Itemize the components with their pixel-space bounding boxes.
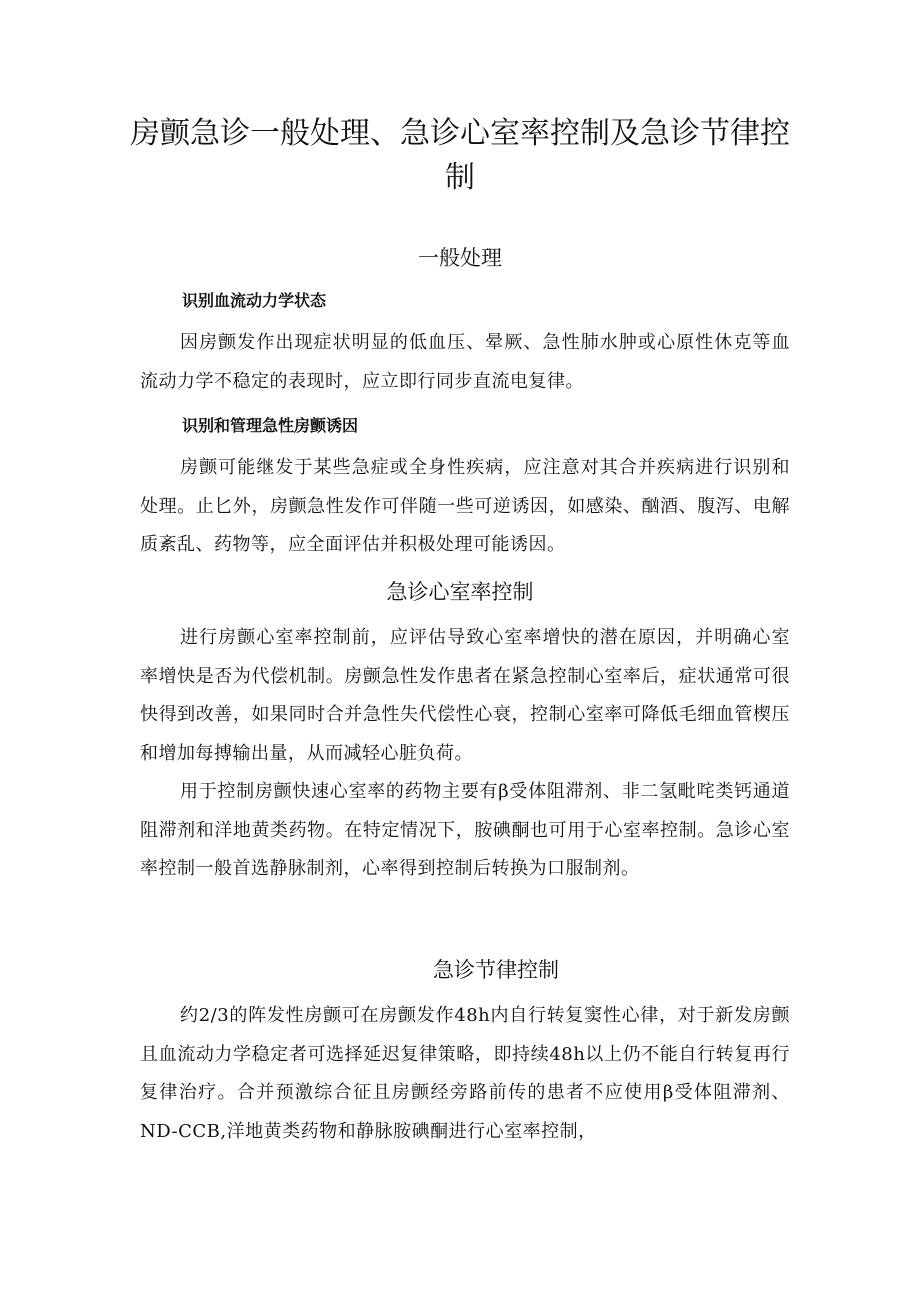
document-title: 房颤急诊一般处理、急诊心室率控制及急诊节律控制 (130, 116, 790, 195)
section-heading-rate-control: 急诊心室率控制 (386, 580, 534, 604)
paragraph-acute-af-triggers: 房颤可能继发于某些急症或全身性疾病，应注意对其合并疾病进行识别和处理。止匕外，房颤急性发作可伴随一些可逆诱因，如感染、酗酒、腹泻、电解质紊乱、药物等，应全面评估并积极处理可能诱因。 (140, 457, 790, 555)
subheading-acute-af-triggers: 识别和管理急性房颤诱因 (182, 416, 359, 435)
paragraph-rate-control-2: 用于控制房颤快速心室率的药物主要有β受体阻滞剂、非二氢毗咤类钙通道阻滞剂和洋地黄类药物。在特定情况下，胺碘酮也可用于心室率控制。急诊心室率控制一般首选静脉制剂，心率得到控制后转换为口服制剂。 (140, 781, 790, 879)
paragraph-rate-control-1: 进行房颤心室率控制前，应评估导致心室率增快的潜在原因，并明确心室率增快是否为代偿机制。房颤急性发作患者在紧急控制心室率后，症状通常可很快得到改善，如果同时合并急性失代偿性心衰，控制心室率可降低毛细血管楔压和增加每搏输出量，从而减轻心脏负荷。 (140, 627, 790, 764)
section-heading-general-management: 一般处理 (418, 246, 502, 270)
section-heading-rhythm-control: 急诊节律控制 (433, 958, 559, 982)
subheading-hemodynamic-status: 识别血流动力学状态 (182, 291, 327, 310)
paragraph-rhythm-control-1: 约2/3的阵发性房颤可在房颤发作48h内自行转复窦性心律，对于新发房颤且血流动力学稳定者可选择延迟复律策略，即持续48h以上仍不能自行转复再行复律治疗。合并预激综合征且房颤经旁路前传的患者不应使用β受体阻滞剂、ND-CCB,洋地黄类药物和静脉胺碘酮进行心室率控制， (140, 1005, 790, 1142)
paragraph-hemodynamic-status: 因房颤发作出现症状明显的低血压、晕厥、急性肺水肿或心原性休克等血流动力学不稳定的表现时，应立即行同步直流电复律。 (140, 332, 790, 392)
